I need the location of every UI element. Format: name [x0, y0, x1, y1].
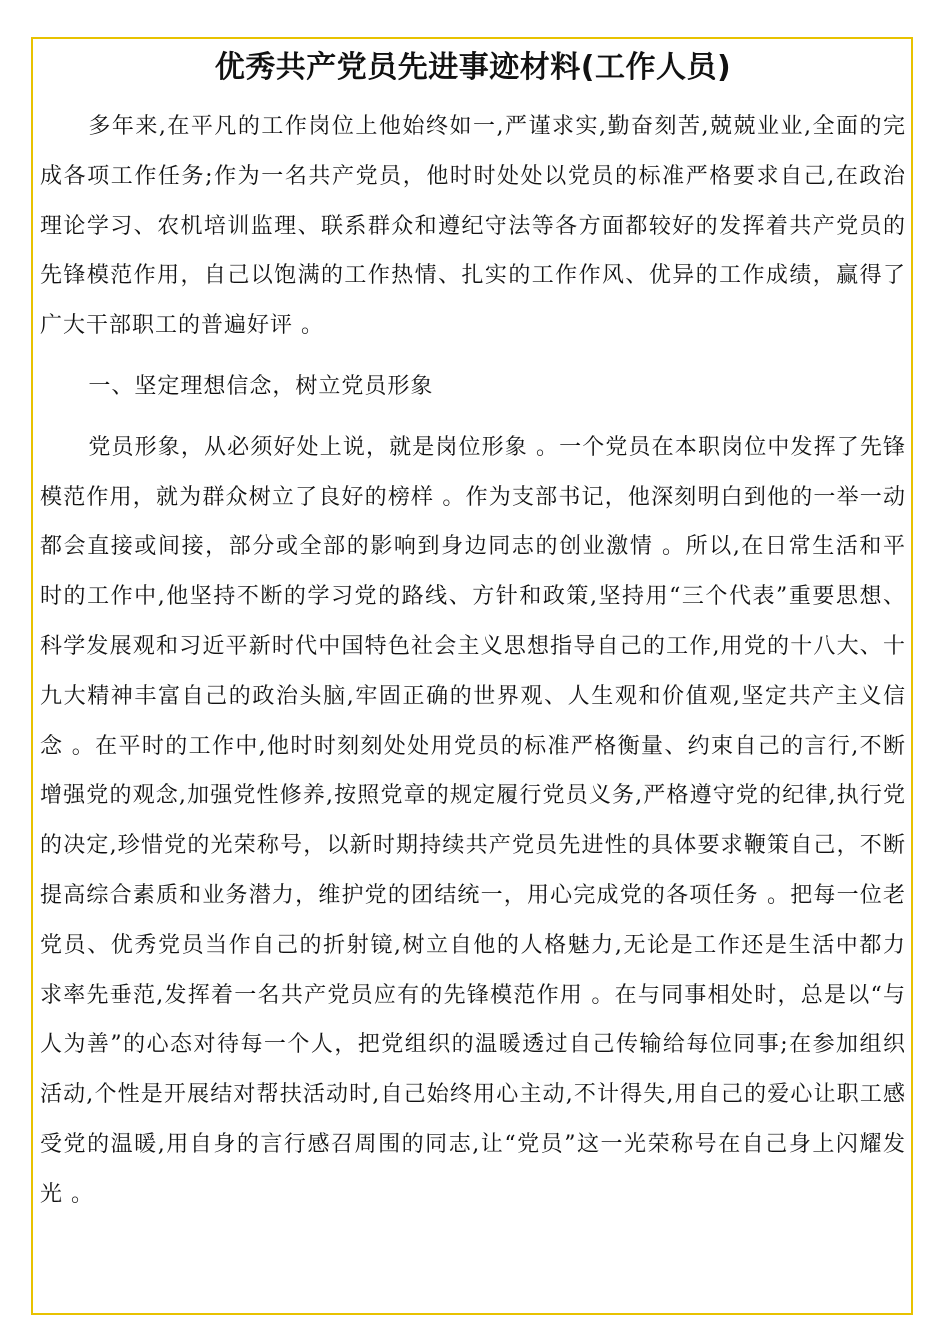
intro-paragraph: 多年来,在平凡的工作岗位上他始终如一,严谨求实,勤奋刻苦,兢兢业业,全面的完成各项工作任务;作为一名共产党员，他时时处处以党员的标准严格要求自己,在政治理论学习、农机培训监理、联系群众和遵纪守法等各方面都较好的发挥着共产党员的先锋模范作用，自己以饱满的工作热情、扎实的工作作风、优异的工作成绩，赢得了广大干部职工的普遍好评 。 [40, 114, 906, 339]
section-heading: 一、坚定理想信念，树立党员形象 [88, 373, 434, 399]
document-title: 优秀共产党员先进事迹材料(工作人员) [214, 50, 732, 85]
section-paragraph: 党员形象，从必须好处上说，就是岗位形象 。一个党员在本职岗位中发挥了先锋模范作用，就为群众树立了良好的榜样 。作为支部书记，他深刻明白到他的一举一动都会直接或间接，部分或全部的影响到身边同志的创业激情 。所以,在日常生活和平时的工作中,他坚持不断的学习党的路线、方针和政策,坚持用“三个代表”重要思想、科学发展观和习近平新时代中国特色社会主义思想指导自己的工作,用党的十八大、十九大精神丰富自己的政治头脑,牢固正确的世界观、人生观和价值观,坚定共产主义信念 。在平时的工作中,他时时刻刻处处用党员的标准严格衡量、约束自己的言行,不断增强党的观念,加强党性修养,按照党章的规定履行党员义务,严格遵守党的纪律,执行党的决定,珍惜党的光荣称号，以新时期持续共产党员先进性的具体要求鞭策自己，不断提高综合素质和业务潜力，维护党的团结统一，用心完成党的各项任务 。把每一位老党员、优秀党员当作自己的折射镜,树立自他的人格魅力,无论是工作还是生活中都力求率先垂范,发挥着一名共产党员应有的先锋模范作用 。在与同事相处时，总是以“与人为善”的心态对待每一个人，把党组织的温暖透过自己传输给每位同事;在参加组织活动,个性是开展结对帮扶活动时,自己始终用心主动,不计得失,用自己的爱心让职工感受党的温暖,用自身的言行感召周围的同志,让“党员”这一光荣称号在自己身上闪耀发光 。 [40, 434, 906, 1207]
document-body [40, 44, 906, 1220]
